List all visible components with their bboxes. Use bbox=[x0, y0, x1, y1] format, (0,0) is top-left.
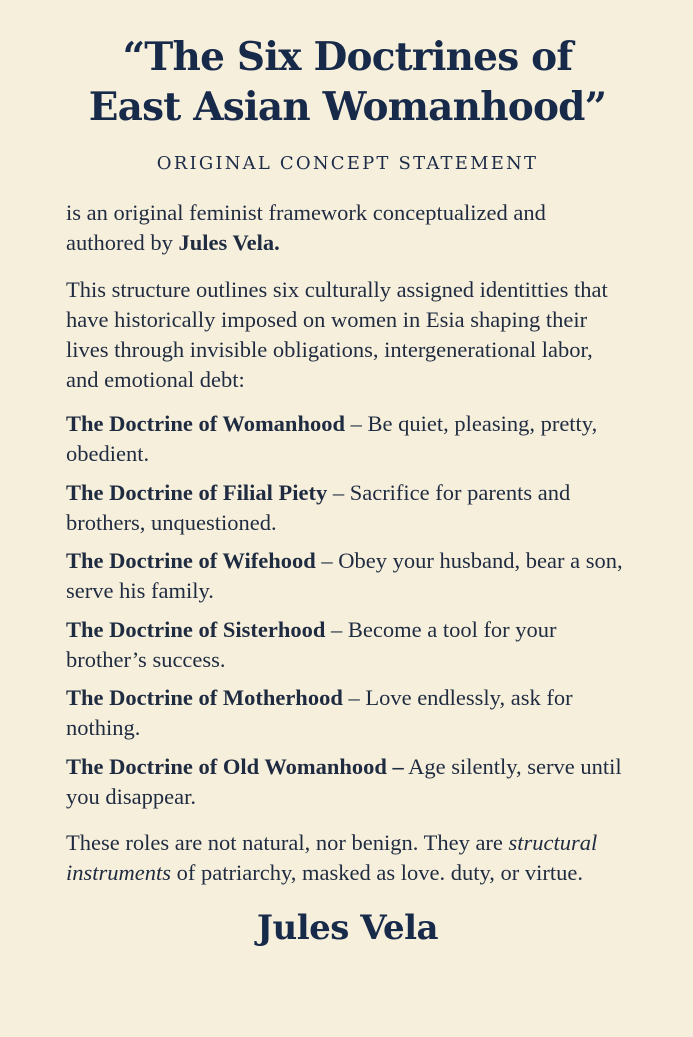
page-title bbox=[66, 0, 629, 132]
doctrine-description: – Love endlessly, ask for nothing. bbox=[66, 685, 573, 740]
doctrine-name: The Doctrine of Womanhood bbox=[66, 411, 345, 436]
doctrine-description: – Become a tool for your brother’s success. bbox=[66, 616, 557, 672]
intro-text: is an original feminist framework conceptualized and authored by bbox=[66, 200, 546, 255]
closing-paragraph bbox=[66, 828, 629, 888]
title-line-2: East Asian Womanhood” bbox=[88, 84, 607, 130]
doctrine-description: – Be quiet, pleasing, pretty, obedient. bbox=[66, 411, 598, 466]
doctrine-description: – Sacrifice for parents and brothers, unquestioned. bbox=[66, 479, 571, 535]
doctrine-name: The Doctrine of Old Womanhood – bbox=[66, 753, 404, 779]
subtitle: ORIGINAL CONCEPT STATEMENT bbox=[156, 153, 539, 174]
doctrine-item bbox=[66, 615, 629, 675]
doctrine-item bbox=[66, 546, 629, 606]
doctrine-item bbox=[66, 683, 629, 743]
doctrine-item bbox=[66, 478, 629, 538]
doctrine-name: The Doctrine of Motherhood bbox=[66, 685, 343, 710]
doctrine-name: The Doctrine of Wifehood bbox=[66, 548, 316, 573]
doctrine-name: The Doctrine of Sisterhood bbox=[66, 616, 326, 642]
title-line-1: “The Six Doctrines of bbox=[122, 34, 573, 80]
doctrine-item bbox=[66, 752, 629, 812]
doctrine-list bbox=[66, 409, 629, 812]
closing-text-end: of patriarchy, masked as love. duty, or virtue. bbox=[171, 859, 583, 885]
doctrine-description: – Obey your husband, bear a son, serve his family. bbox=[66, 548, 623, 603]
closing-text-start: These roles are not natural, nor benign. They are bbox=[66, 829, 509, 855]
doctrine-name: The Doctrine of Filial Piety bbox=[66, 479, 328, 505]
author-signature: Jules Vela bbox=[256, 907, 439, 948]
structure-paragraph: This structure outlines six culturally assigned identitties that have historically imposed on women in Esia shaping their lives through invisible obligations, intergenerational labor, and emotional debt: bbox=[66, 277, 608, 392]
doctrine-item bbox=[66, 409, 629, 469]
author-name: Jules Vela. bbox=[178, 230, 280, 255]
intro-paragraph bbox=[66, 198, 629, 258]
doctrine-description: Age silently, serve until you disappear. bbox=[66, 753, 622, 809]
closing-emphasis: structural instruments bbox=[66, 829, 598, 885]
